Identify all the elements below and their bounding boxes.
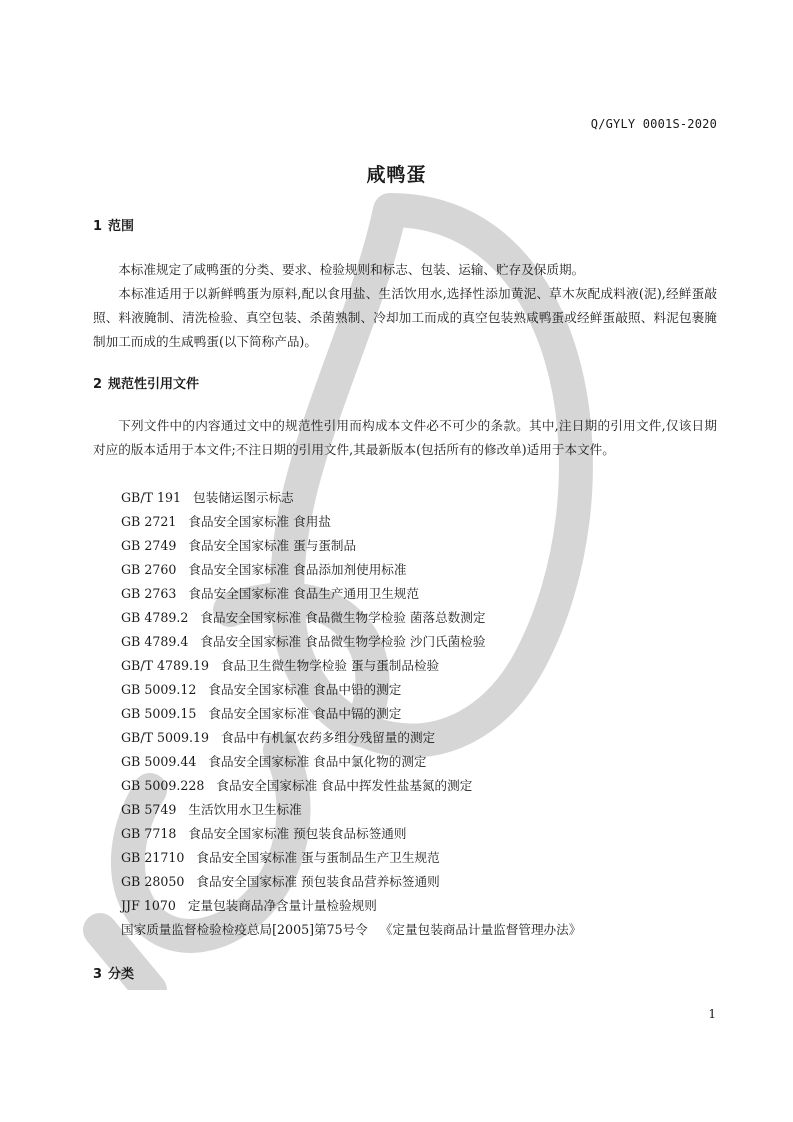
reference-item [121, 630, 581, 654]
reference-code: GB/T 5009.19 [121, 730, 210, 745]
reference-title: 定量包装商品净含量计量检验规则 [187, 898, 377, 913]
reference-item [121, 654, 581, 678]
reference-title: 食品安全国家标准 食品中挥发性盐基氮的测定 [216, 778, 473, 793]
section-number: 2 [93, 377, 103, 392]
scope-paragraph-2: 本标准适用于以新鲜鸭蛋为原料,配以食用盐、生活饮用水,选择性添加黄泥、草木灰配成料液(泥),经鲜蛋敲照、料液腌制、清洗检验、真空包装、杀菌熟制、冷却加工而成的真空包装熟咸鸭蛋或经鲜蛋敲照、料泥包裹腌制加工而成的生咸鸭蛋(以下简称产品)。 [93, 286, 717, 349]
reference-code: GB 28050 [121, 874, 185, 889]
reference-item [121, 558, 581, 582]
reference-title: 食品安全国家标准 预包装食品标签通则 [188, 826, 407, 841]
reference-item [121, 678, 581, 702]
reference-item [121, 822, 581, 846]
reference-item [121, 750, 581, 774]
reference-item [121, 798, 581, 822]
reference-list [121, 486, 581, 942]
reference-item [121, 894, 581, 918]
reference-code: GB 5009.12 [121, 682, 197, 697]
section-title: 规范性引用文件 [108, 377, 200, 392]
reference-code: GB 5009.228 [121, 778, 205, 793]
reference-code: GB 7718 [121, 826, 177, 841]
reference-title: 食品安全国家标准 蛋与蛋制品生产卫生规范 [196, 850, 440, 865]
reference-code: 国家质量监督检验检疫总局[2005]第75号令 [121, 922, 368, 937]
section-number: 1 [93, 219, 103, 234]
reference-code: GB 2749 [121, 538, 177, 553]
section-heading-scope [93, 215, 134, 234]
scope-paragraph-1: 本标准规定了咸鸭蛋的分类、要求、检验规则和标志、包装、运输、贮存及保质期。 [118, 262, 585, 277]
section-heading-classification [93, 963, 134, 982]
reference-title: 食品卫生微生物学检验 蛋与蛋制品检验 [221, 658, 440, 673]
section-heading-normative [93, 373, 199, 392]
reference-code: GB/T 4789.19 [121, 658, 210, 673]
reference-title: 生活饮用水卫生标准 [188, 802, 302, 817]
section-title: 范围 [108, 219, 135, 234]
reference-item [121, 510, 581, 534]
reference-item [121, 870, 581, 894]
reference-code: GB 5749 [121, 802, 177, 817]
reference-title: 食品安全国家标准 食品中镉的测定 [208, 706, 402, 721]
reference-title: 食品安全国家标准 食品微生物学检验 菌落总数测定 [200, 610, 486, 625]
reference-title: 食品安全国家标准 食用盐 [188, 514, 331, 529]
reference-title: 食品安全国家标准 食品中氯化物的测定 [208, 754, 427, 769]
reference-item [121, 702, 581, 726]
section-title: 分类 [108, 967, 135, 982]
reference-code: JJF 1070 [121, 898, 176, 913]
reference-title: 食品安全国家标准 食品中铅的测定 [208, 682, 402, 697]
reference-code: GB 2760 [121, 562, 177, 577]
reference-title: 包装储运图示标志 [193, 490, 294, 505]
reference-code: GB 21710 [121, 850, 185, 865]
reference-item [121, 582, 581, 606]
reference-item [121, 534, 581, 558]
reference-code: GB/T 191 [121, 490, 181, 505]
reference-code: GB 2763 [121, 586, 177, 601]
reference-code: GB 2721 [121, 514, 177, 529]
reference-item [121, 918, 581, 942]
reference-item [121, 606, 581, 630]
reference-item [121, 726, 581, 750]
normative-paragraph: 下列文件中的内容通过文中的规范性引用而构成本文件必不可少的条款。其中,注日期的引用文件,仅该日期对应的版本适用于本文件;不注日期的引用文件,其最新版本(包括所有的修改单)适用于本文件。 [93, 418, 717, 457]
page-number: 1 [708, 1007, 716, 1021]
reference-title: 食品安全国家标准 蛋与蛋制品 [188, 538, 357, 553]
reference-title: 食品安全国家标准 食品添加剂使用标准 [188, 562, 407, 577]
document-code: Q/GYLY 0001S-2020 [590, 117, 717, 131]
reference-code: GB 5009.44 [121, 754, 197, 769]
reference-code: GB 5009.15 [121, 706, 197, 721]
reference-title: 食品安全国家标准 预包装食品营养标签通则 [196, 874, 440, 889]
reference-title: 《定量包装商品计量监督管理办法》 [379, 922, 582, 937]
reference-code: GB 4789.4 [121, 634, 189, 649]
reference-code: GB 4789.2 [121, 610, 189, 625]
reference-title: 食品安全国家标准 食品微生物学检验 沙门氏菌检验 [200, 634, 486, 649]
page-title: 咸鸭蛋 [366, 164, 427, 186]
reference-title: 食品中有机氯农药多组分残留量的测定 [221, 730, 436, 745]
reference-item [121, 486, 581, 510]
reference-item [121, 846, 581, 870]
section-number: 3 [93, 967, 103, 982]
reference-title: 食品安全国家标准 食品生产通用卫生规范 [188, 586, 420, 601]
reference-item [121, 774, 581, 798]
